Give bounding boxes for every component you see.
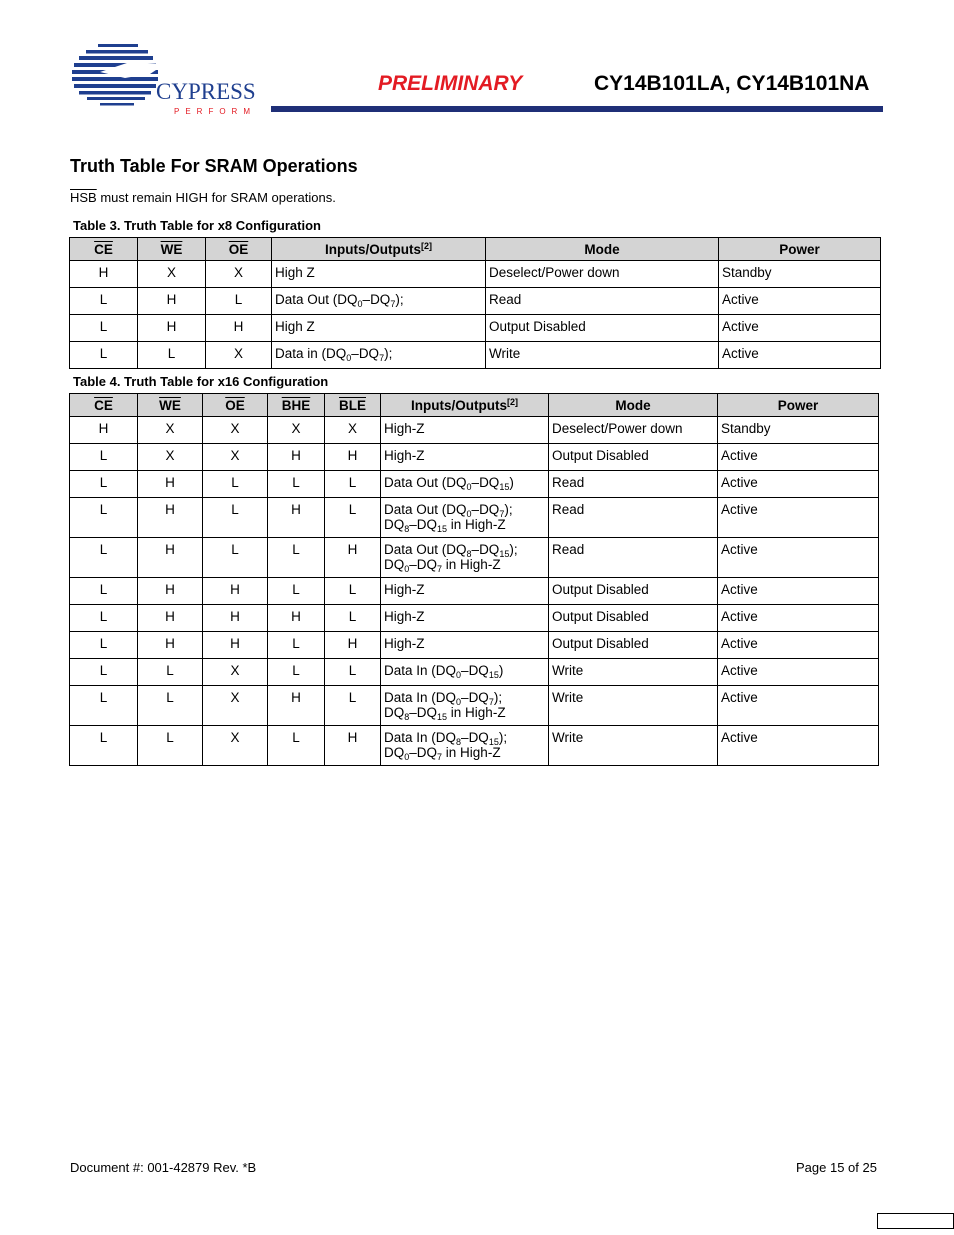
table-cell: Active xyxy=(719,288,881,315)
table3-caption: Table 3. Truth Table for x8 Configuration xyxy=(73,218,321,233)
table-cell: L xyxy=(203,471,268,498)
document-number: Document #: 001-42879 Rev. *B xyxy=(70,1160,257,1175)
table-cell: H xyxy=(268,605,325,632)
cypress-logo xyxy=(70,42,255,120)
table-cell: High-Z xyxy=(381,417,549,444)
table-cell: L xyxy=(138,659,203,686)
table-cell: X xyxy=(206,261,272,288)
table-cell: X xyxy=(138,444,203,471)
table-cell: Read xyxy=(549,538,718,578)
table-cell: X xyxy=(268,417,325,444)
table-cell: Standby xyxy=(718,417,879,444)
table4-header-inputs-outputs: Inputs/Outputs[2] xyxy=(381,394,549,417)
table-row xyxy=(70,498,879,538)
table-cell: X xyxy=(203,444,268,471)
table-row xyxy=(70,444,879,471)
table-cell: Data in $(DQ_0-DQ_7)$; xyxy=(272,342,486,369)
table-cell: High Z xyxy=(272,315,486,342)
header-rule xyxy=(271,106,883,112)
table-cell: L xyxy=(325,659,381,686)
table-cell: Write xyxy=(486,342,719,369)
table-cell: Active xyxy=(718,659,879,686)
table-cell: Write xyxy=(549,659,718,686)
table-cell: L xyxy=(70,686,138,726)
table-cell: Data In $(DQ_8-DQ_{15})$; $DQ_0-DQ_7$ in High-Z xyxy=(381,726,549,766)
table-cell: L xyxy=(203,498,268,538)
table3-header-mode: Mode xyxy=(486,238,719,261)
table-cell: H xyxy=(325,444,381,471)
table4-header-row xyxy=(70,394,879,417)
table-cell: L xyxy=(70,578,138,605)
table4-caption: Table 4. Truth Table for x16 Configuration xyxy=(73,374,329,389)
table-cell: Active xyxy=(718,538,879,578)
table3-body xyxy=(70,261,881,369)
table-cell: L xyxy=(70,632,138,659)
table-cell: H xyxy=(203,578,268,605)
table3-header-we: $\overline{WE}$ xyxy=(138,238,206,261)
table-cell: L xyxy=(70,538,138,578)
table-row xyxy=(70,261,881,288)
table-cell: Data Out $(DQ_0-DQ_7)$; xyxy=(272,288,486,315)
table-cell: Output Disabled xyxy=(486,315,719,342)
table-cell: X xyxy=(203,726,268,766)
section-note: $\overline{HSB}$ must remain HIGH for SRAM operations. xyxy=(70,190,336,205)
svg-text:PERFORM: PERFORM xyxy=(174,107,255,116)
table-cell: X xyxy=(325,417,381,444)
table-cell: H xyxy=(138,578,203,605)
table-cell: L xyxy=(268,632,325,659)
table-cell: L xyxy=(70,315,138,342)
table-cell: L xyxy=(138,726,203,766)
table-cell: Active xyxy=(718,444,879,471)
table-cell: X xyxy=(203,686,268,726)
table-cell: Active xyxy=(718,605,879,632)
table-row xyxy=(70,417,879,444)
table-cell: Deselect/Power down xyxy=(486,261,719,288)
table-cell: L xyxy=(325,605,381,632)
table-cell: Deselect/Power down xyxy=(549,417,718,444)
table-cell: X xyxy=(203,659,268,686)
table-row xyxy=(70,686,879,726)
feedback-box[interactable] xyxy=(877,1213,954,1229)
table-cell: X xyxy=(138,261,206,288)
table-cell: High Z xyxy=(272,261,486,288)
table3-header-oe: $\overline{OE}$ xyxy=(206,238,272,261)
table-cell: Active xyxy=(718,578,879,605)
table-cell: H xyxy=(138,538,203,578)
table-cell: H xyxy=(138,471,203,498)
table-cell: L xyxy=(138,342,206,369)
table-cell: L xyxy=(268,538,325,578)
table-cell: Data Out $(DQ_0-DQ_{15})$ xyxy=(381,471,549,498)
table-cell: L xyxy=(70,471,138,498)
table-cell: Active xyxy=(718,498,879,538)
table-cell: Read xyxy=(549,498,718,538)
table-row xyxy=(70,288,881,315)
table-cell: L xyxy=(268,659,325,686)
table-cell: L xyxy=(203,538,268,578)
table-cell: High-Z xyxy=(381,444,549,471)
table-cell: High-Z xyxy=(381,578,549,605)
table-cell: X xyxy=(206,342,272,369)
table4-header-power: Power xyxy=(718,394,879,417)
table-cell: H xyxy=(268,686,325,726)
table-cell: Read xyxy=(486,288,719,315)
table-cell: L xyxy=(70,659,138,686)
svg-text:CYPRESS: CYPRESS xyxy=(156,79,255,104)
table3-header-ce: $\overline{CE}$ xyxy=(70,238,138,261)
table3-header-inputs-outputs: Inputs/Outputs[2] xyxy=(272,238,486,261)
table4-header-oe: $\overline{OE}$ xyxy=(203,394,268,417)
table-cell: H xyxy=(138,605,203,632)
table-cell: L xyxy=(325,498,381,538)
table-cell: H xyxy=(138,498,203,538)
table-cell: High-Z xyxy=(381,632,549,659)
table-cell: L xyxy=(70,605,138,632)
table-cell: L xyxy=(138,686,203,726)
hsb-signal: $\overline{HSB}$ xyxy=(70,190,97,205)
footnote-ref[interactable]: [2] xyxy=(420,240,432,251)
table-row xyxy=(70,538,879,578)
table-cell: Active xyxy=(718,632,879,659)
table4-header-we: $\overline{WE}$ xyxy=(138,394,203,417)
table-cell: Data In $(DQ_0-DQ_7)$; $DQ_8-DQ_{15}$ in High-Z xyxy=(381,686,549,726)
table-row xyxy=(70,315,881,342)
table-cell: H xyxy=(70,417,138,444)
table-row xyxy=(70,726,879,766)
table4-header-mode: Mode xyxy=(549,394,718,417)
table-cell: Active xyxy=(718,471,879,498)
table-cell: L xyxy=(325,578,381,605)
table-cell: H xyxy=(203,605,268,632)
table-row xyxy=(70,471,879,498)
table-cell: Write xyxy=(549,726,718,766)
table-cell: Output Disabled xyxy=(549,444,718,471)
table-cell: L xyxy=(268,726,325,766)
truth-table-x16 xyxy=(69,393,879,766)
table4-header-ce: $\overline{CE}$ xyxy=(70,394,138,417)
table-cell: Data Out $(DQ_0-DQ_7)$; $DQ_8-DQ_{15}$ in High-Z xyxy=(381,498,549,538)
table-cell: L xyxy=(268,578,325,605)
table-cell: Write xyxy=(549,686,718,726)
table-cell: Standby xyxy=(719,261,881,288)
table-cell: L xyxy=(70,726,138,766)
table-cell: Active xyxy=(718,686,879,726)
table-cell: Data In $(DQ_0-DQ_{15})$ xyxy=(381,659,549,686)
table-row xyxy=(70,342,881,369)
table3-header-row xyxy=(70,238,881,261)
preliminary-label: PRELIMINARY xyxy=(378,72,523,95)
part-numbers: CY14B101LA, CY14B101NA xyxy=(594,72,870,95)
table-cell: H xyxy=(206,315,272,342)
table-cell: Active xyxy=(719,315,881,342)
table-cell: Read xyxy=(549,471,718,498)
table-cell: L xyxy=(70,342,138,369)
table-cell: H xyxy=(203,632,268,659)
table-row xyxy=(70,605,879,632)
table-cell: Data Out $(DQ_8-DQ_{15})$; $DQ_0-DQ_7$ in High-Z xyxy=(381,538,549,578)
table-cell: H xyxy=(138,288,206,315)
table-cell: L xyxy=(268,471,325,498)
table-cell: High-Z xyxy=(381,605,549,632)
table-cell: H xyxy=(325,726,381,766)
table-cell: Active xyxy=(718,726,879,766)
table-cell: L xyxy=(206,288,272,315)
table-cell: L xyxy=(70,444,138,471)
table-cell: H xyxy=(325,538,381,578)
table4-header-ble: $\overline{BLE}$ xyxy=(325,394,381,417)
table-cell: H xyxy=(138,315,206,342)
table4-body xyxy=(70,417,879,766)
table-row xyxy=(70,578,879,605)
footnote-ref[interactable]: [2] xyxy=(506,396,518,407)
section-title: Truth Table For SRAM Operations xyxy=(70,156,358,176)
table3-header-power: Power xyxy=(719,238,881,261)
table-cell: L xyxy=(70,288,138,315)
table-cell: H xyxy=(268,444,325,471)
table-cell: L xyxy=(325,686,381,726)
table-cell: Output Disabled xyxy=(549,632,718,659)
table-row xyxy=(70,632,879,659)
table-cell: Output Disabled xyxy=(549,578,718,605)
table4-header-bhe: $\overline{BHE}$ xyxy=(268,394,325,417)
table-cell: L xyxy=(325,471,381,498)
table-row xyxy=(70,659,879,686)
table-cell: Active xyxy=(719,342,881,369)
table-cell: H xyxy=(268,498,325,538)
table-cell: H xyxy=(138,632,203,659)
table-cell: X xyxy=(203,417,268,444)
page-number: Page 15 of 25 xyxy=(796,1160,877,1175)
table-cell: X xyxy=(138,417,203,444)
table-cell: Output Disabled xyxy=(549,605,718,632)
table-cell: L xyxy=(70,498,138,538)
truth-table-x8 xyxy=(69,237,881,369)
table-cell: H xyxy=(325,632,381,659)
table-cell: H xyxy=(70,261,138,288)
